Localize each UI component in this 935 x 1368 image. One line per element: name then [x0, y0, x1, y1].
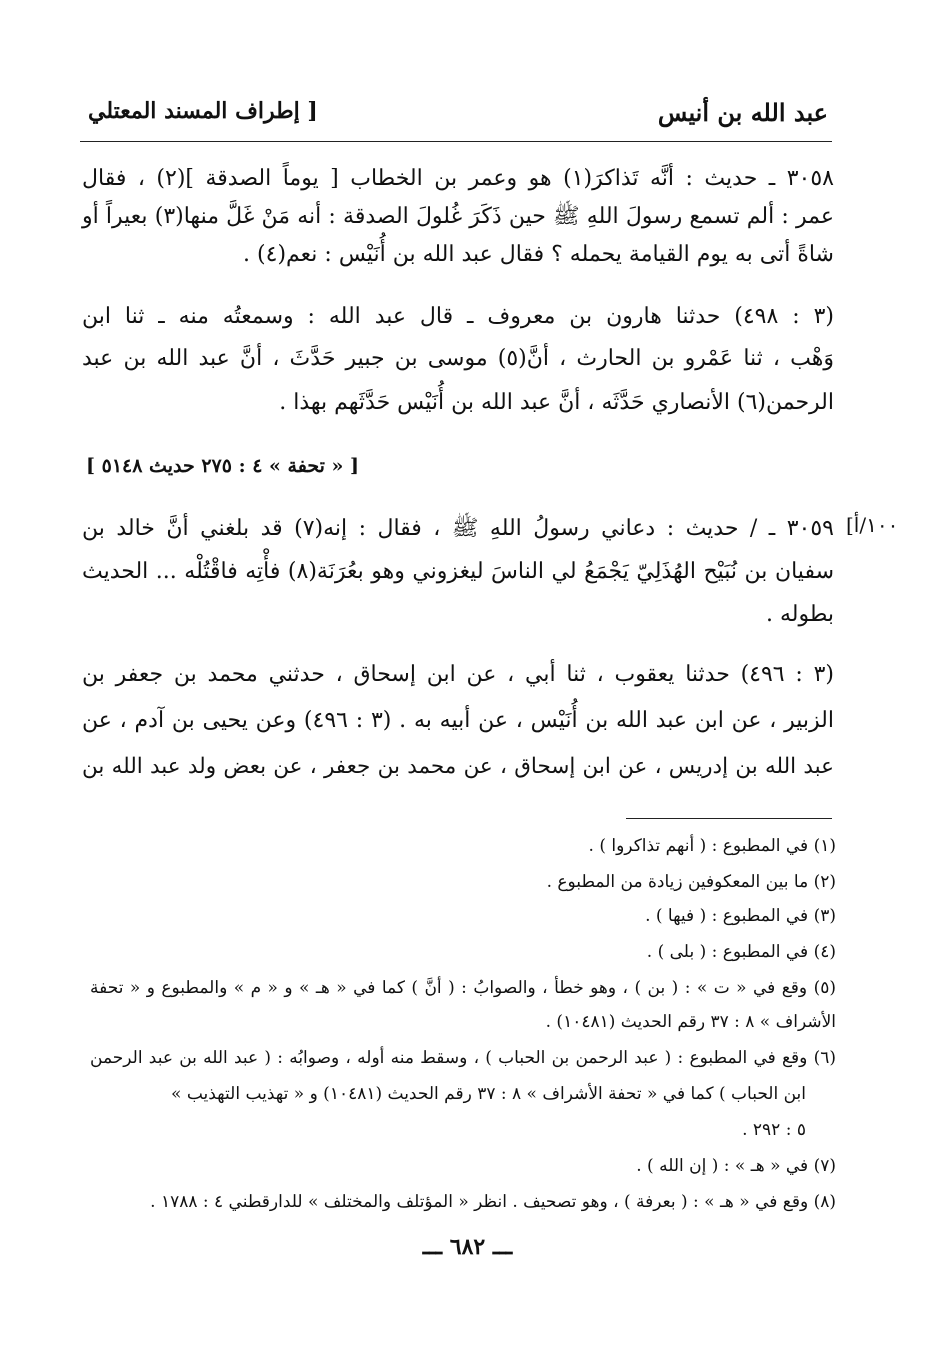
- tuhfa-reference: [ « تحفة » ٤ : ٢٧٥ حديث ٥١٤٨ ]: [86, 455, 359, 477]
- footnote-6-line-3: ٥ : ٢٩٢ .: [742, 1120, 806, 1140]
- hadith-3059-isnad-2: الزبير ، عن ابن عبد الله بن أُنَيْس ، عن أبيه به . (٣ : ٤٩٦) وعن يحيى بن آدم ، عن: [82, 708, 834, 733]
- hadith-3059-isnad-3: عبد الله بن إدريس ، عن ابن إسحاق ، عن محمد بن جعفر ، عن بعض ولد عبد الله بن: [82, 754, 834, 779]
- footnote-5-line-1: (٥) وقع في « ت » : ( بن ) ، وهو خطأ ، والصوابُ : ( أنَّ ) كما في « هـ » و « م » والمطبوع و « تحفة: [90, 978, 836, 998]
- hadith-3059-isnad-1: (٣ : ٤٩٦) حدثنا يعقوب ، ثنا أبي ، عن ابن إسحاق ، حدثني محمد بن جعفر بن: [82, 662, 835, 687]
- footnote-4: (٤) في المطبوع : ( بلى ) .: [646, 942, 836, 962]
- hadith-3058-line-2: عمر : ألم تسمع رسولَ اللهِ ﷺ حين ذَكَرَ غُلولَ الصدقة : أنه مَنْ غَلَّ منها(٣) بعيراً أو: [82, 204, 834, 229]
- footnote-1: (١) في المطبوع : ( أنهم تذاكروا ) .: [588, 836, 836, 856]
- header-divider: [80, 141, 832, 142]
- hadith-3059-line-2: سفيان بن نُبَيْح الهُذَلِيّ يَجْمَعُ لي الناسَ ليغزوني وهو بعُرَنَة(٨) فأْتِه فاقْتُلْه ... الحديث: [82, 559, 835, 584]
- footnote-2: (٢) ما بين المعكوفين زيادة من المطبوع .: [546, 872, 836, 892]
- footnote-8: (٨) وقع في « هـ » : ( بعرفة ) ، وهو تصحيف . انظر « المؤتلف والمختلف » للدارقطني ٤ : ١٧٨٨ .: [150, 1192, 836, 1212]
- margin-folio-reference: ١٠٠/أ]: [846, 513, 899, 537]
- hadith-3058-line-3: شاةً أتى به يوم القيامة يحمله ؟ فقال عبد الله بن أُنَيْس : نعم(٤) .: [243, 242, 834, 267]
- footnote-6-line-1: (٦) وقع في المطبوع : ( عبد الرحمن بن الحباب ) ، وسقط منه أوله ، وصوابُه : ( عبد الله بن عبد الرحمن: [90, 1048, 836, 1068]
- hadith-3058-isnad-1: (٣ : ٤٩٨) حدثنا هارون بن معروف ـ قال عبد الله : وسمعتُه منه ـ ثنا ابن: [82, 304, 834, 329]
- footnote-5-line-2: الأشراف » ٨ : ٣٧ رقم الحديث (١٠٤٨١) .: [545, 1012, 836, 1032]
- chapter-title: عبد الله بن أنيس: [657, 98, 828, 127]
- hadith-3059-line-1: ٣٠٥٩ ـ / حديث : دعاني رسولُ اللهِ ﷺ ، فقال : إنه(٧) قد بلغني أنَّ خالد بن: [82, 516, 834, 541]
- hadith-3058-line-1: ٣٠٥٨ ـ حديث : أنَّه تَذاكرَ(١) هو وعمر بن الخطاب [ يوماً الصدقة ](٢) ، فقال: [82, 166, 834, 191]
- hadith-3058-isnad-3: الرحمن(٦) الأنصاري حَدَّثَه ، أنَّ عبد الله بن أُنَيْس حَدَّثَهم بهذا .: [279, 390, 834, 415]
- book-title: [ إطراف المسند المعتلي: [88, 98, 318, 124]
- footnote-3: (٣) في المطبوع : ( فيها ) .: [645, 906, 836, 926]
- footnote-6-line-2: ابن الحباب ) كما في « تحفة الأشراف » ٨ : ٣٧ رقم الحديث (١٠٤٨١) و « تهذيب التهذيب »: [171, 1084, 806, 1104]
- footnote-7: (٧) في « هـ » : ( إن الله ) .: [636, 1156, 836, 1176]
- hadith-3059-line-3: بطوله .: [765, 602, 834, 627]
- hadith-3058-isnad-2: وَهْب ، ثنا عَمْرو بن الحارث ، أنَّ(٥) موسى بن جبير حَدَّثَ ، أنَّ عبد الله بن عبد: [82, 346, 834, 371]
- page-number: ـــ ٦٨٢ ـــ: [422, 1234, 513, 1260]
- footnote-divider: [626, 818, 832, 819]
